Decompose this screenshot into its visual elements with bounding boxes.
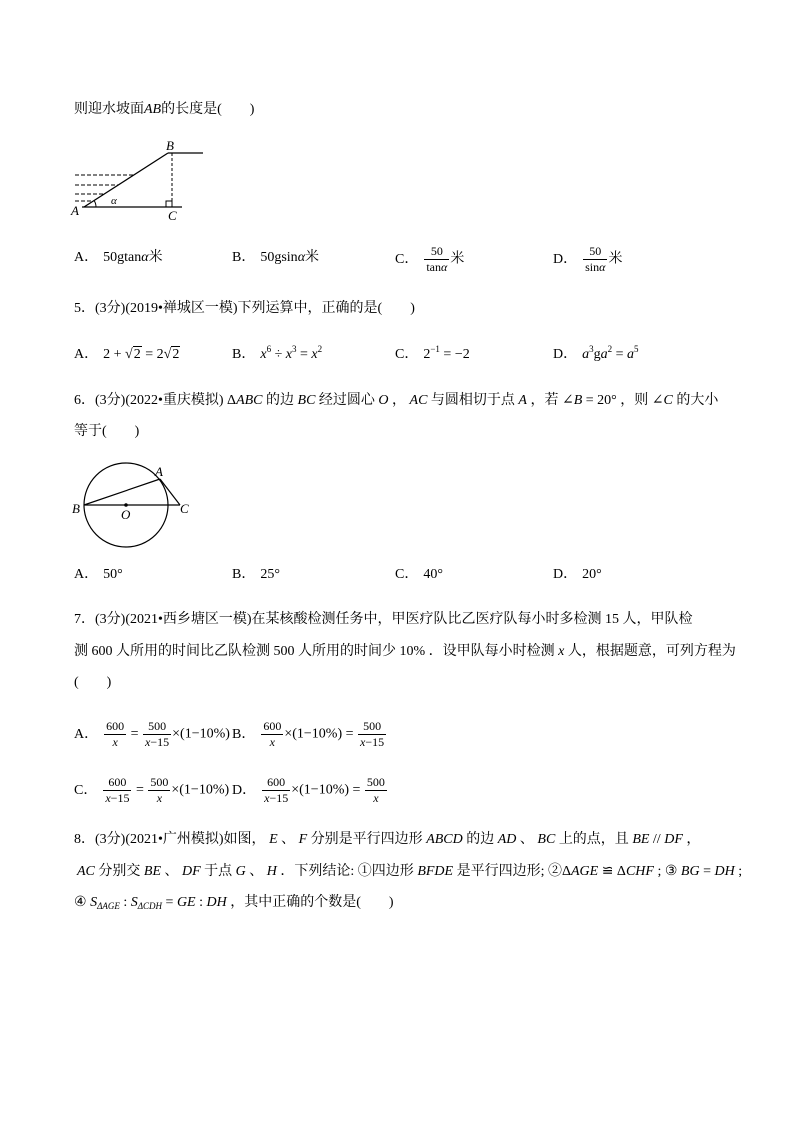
q4-option-c [395,245,464,274]
q7-option-c [74,776,229,805]
option-letter: C． [395,251,419,267]
math-var: x [260,347,267,362]
math-var: a [582,347,590,362]
exponent: 2 [317,344,323,354]
math-var: B [573,393,583,408]
numerator: 600 [262,776,290,791]
exponent: 3 [589,344,594,354]
label-b: B [72,501,80,516]
q4-stem [74,102,254,118]
math-text: 2 + [103,347,126,362]
math-var: AC [77,864,95,879]
q4-option-a [74,250,163,266]
label-c: C [168,208,177,223]
stem-text: 经过圆心 [315,393,379,408]
label-a: A [71,203,79,218]
fraction [365,776,387,805]
denominator [143,735,171,749]
option-text: 50° [103,567,123,582]
math-var: S [130,895,138,910]
stem-text: 是平行四边形; ②Δ [453,864,571,879]
option-text: 25° [260,567,280,582]
stem-text: 分别是平行四边形 [307,832,427,847]
segment-ac [160,479,180,505]
q5-option-a [74,347,180,363]
denominator [148,791,170,805]
unit-text: 米 [305,250,320,265]
math-text: 50g [260,250,282,265]
stem-text: ， [388,393,410,408]
stem-text: 的边 [462,832,498,847]
option-text: 20° [582,567,602,582]
denominator [365,791,387,805]
math-text: ÷ [271,347,286,362]
denominator [262,791,290,805]
math-text: −15 [269,791,289,805]
math-var: DF [182,864,201,879]
option-letter: B． [232,347,256,362]
math-var: a [600,347,608,362]
denominator [261,735,283,749]
q5-stem: 5．(3分)(2019•禅城区一模)下列运算中，正确的是( ) [74,301,415,316]
exponent: −1 [430,344,440,354]
math-text: = [132,782,148,798]
stem-text: 分别交 [94,864,144,879]
math-fn: sin [281,250,298,265]
math-var: α [141,250,149,265]
stem-text: 8．(3分)(2021•广州模拟)如图， [74,832,270,847]
stem-text: // [649,832,665,847]
math-text: −15 [150,735,170,749]
numerator: 600 [106,719,125,733]
stem-text: ，其中正确的个数是( ) [226,895,394,910]
math-var: x [311,347,318,362]
radical-sign: √ [163,347,172,362]
math-text: = 2 [141,347,164,362]
math-var: x [156,791,163,805]
math-var: BG [680,864,700,879]
denominator [104,735,126,749]
slope-line [84,153,168,207]
q8-stem-line1 [74,832,700,848]
numerator: 500 [358,720,386,735]
radical-sign: √ [125,347,133,362]
option-letter: C． [395,567,419,582]
exponent: 6 [266,344,272,354]
q6-stem-line2: 等于( ) [74,424,140,439]
option-letter: D． [553,567,578,582]
math-var: BE [143,864,161,879]
math-text: 2 [423,347,431,362]
stem-text: = [699,864,715,879]
unit-text: 米 [148,250,163,265]
math-var: C [663,393,673,408]
label-b: B [166,138,174,153]
q4-option-b [232,250,319,266]
math-fn: tan [124,250,142,265]
q6-option-b [232,567,280,583]
math-text: = −2 [439,347,470,362]
exponent: 5 [634,344,639,354]
numerator: 600 [103,776,131,791]
math-var: AGE [570,864,599,879]
math-var: A [518,393,527,408]
fraction [262,776,290,805]
math-var: G [235,864,246,879]
q6-stem-line1 [74,393,718,409]
stem-text: 、 [161,864,182,879]
stem-text: 人，根据题意，可列方程为 [564,644,736,659]
option-letter: A． [74,567,99,582]
math-text: g [593,347,601,362]
math-var: F [298,832,308,847]
q7-stem-line3: ( ) [74,675,112,690]
stem-text: = 20° ，则 ∠ [582,393,664,408]
fraction [103,776,131,805]
math-var: x [269,735,275,749]
radicand: 2 [172,347,180,362]
math-text: = [296,347,312,362]
math-text: = [127,726,143,742]
stem-text: = [162,895,177,910]
subscript: ΔCDH [137,901,163,911]
stem-text: ， [682,832,701,847]
stem-text: ; ③ [653,864,681,879]
stem-text: 6．(3分)(2022•重庆模拟) Δ [74,393,237,408]
numerator: 500 [366,775,385,789]
denominator [358,735,386,749]
subscript: ΔAGE [97,901,120,911]
math-var: DH [714,864,735,879]
q6-option-c [395,567,443,583]
label-alpha: α [111,195,117,207]
math-var: x [373,791,379,805]
q4-option-d [553,245,622,274]
math-var: DH [206,895,227,910]
math-var: ABCD [426,832,463,847]
fraction [358,720,386,749]
option-letter: B． [232,250,256,265]
stem-text: 的边 [262,393,298,408]
option-letter: D． [553,251,578,267]
math-var: α [297,250,306,265]
denominator [424,260,449,274]
option-letter: C． [74,782,98,798]
stem-text: 上的点，且 [555,832,633,847]
label-a: A [155,464,163,479]
stem-text: 与圆相切于点 [427,393,519,408]
option-letter: C． [395,347,419,362]
label-c: C [180,501,189,516]
stem-text: 于点 [200,864,236,879]
math-var: a [627,347,635,362]
stem-text: 则迎水坡面 [74,102,144,117]
numerator: 500 [143,720,171,735]
q6-option-d [553,567,602,583]
option-letter: D． [553,347,578,362]
option-letter: A． [74,250,99,265]
denominator [103,791,131,805]
option-letter: B． [232,726,256,742]
exponent: 3 [291,344,297,354]
stem-text: ≌ Δ [598,864,626,879]
unit-text: 米 [450,251,465,267]
math-var: AC [409,393,428,408]
denominator [583,260,607,274]
stem-text: ．下列结论: ①四边形 [276,864,418,879]
q8-stem-line3 [74,895,394,911]
stem-text: : [119,895,131,910]
stem-text: 、 [277,832,299,847]
math-var: BFDE [417,864,454,879]
math-text: ×(1−10%) [171,782,230,798]
math-var: CHF [625,864,654,879]
stem-text: : [195,895,207,910]
radicand: 2 [133,347,141,362]
q7-option-a [74,720,230,749]
fraction [261,720,283,749]
math-var: ABC [236,393,263,408]
math-var: BC [297,393,316,408]
right-angle-mark [166,201,172,207]
fraction [583,245,607,274]
circle-figure [65,455,195,555]
math-var: E [269,832,278,847]
fraction [104,720,126,749]
math-var: BC [537,832,556,847]
option-letter: B． [232,567,256,582]
math-var: x [264,791,270,805]
math-var: x [112,735,118,749]
exponent: 2 [607,344,613,354]
stem-text: 、 [245,864,267,879]
math-text: −15 [365,735,385,749]
label-o: O [121,507,131,522]
q5-option-d [553,344,639,363]
math-text: ×(1−10%) = [284,726,358,742]
math-text: ×(1−10%) [172,726,230,742]
math-text: −15 [110,791,130,805]
math-text: ×(1−10%) = [291,782,364,798]
angle-arc [94,201,96,208]
stem-text: ; [734,864,743,879]
stem-text: 的长度是( ) [161,102,255,117]
slope-figure [60,135,210,225]
math-var: x [558,644,565,659]
q6-option-a [74,567,123,583]
stem-text: 测 600 人所用的时间比乙队检测 500 人所用的时间少 10% ．设甲队每小时检测 [74,644,559,659]
math-var: BE [632,832,650,847]
stem-text: ④ [74,895,91,910]
q7-option-d [232,776,388,805]
q5-option-c [395,344,470,363]
option-letter: D． [232,782,257,798]
math-var: x [145,735,151,749]
stem-text: ，若 ∠ [526,393,574,408]
fraction [424,245,449,274]
numerator: 600 [263,719,282,733]
stem-text: 的大小 [672,393,719,408]
option-letter: A． [74,347,99,362]
option-text: 40° [423,567,443,582]
q8-stem-line2 [77,864,742,880]
stem-text: 、 [516,832,538,847]
math-var: AB [144,102,162,117]
math-var: α [441,260,448,274]
math-fn: tan [426,260,442,274]
fraction [148,776,170,805]
math-var: AD [497,832,517,847]
fraction [143,720,171,749]
math-var: S [90,895,98,910]
math-fn: sin [585,260,600,274]
segment-ba [84,479,160,505]
math-var: GE [176,895,196,910]
math-var: H [266,864,277,879]
numerator: 500 [150,775,169,789]
math-var: α [599,260,606,274]
math-text: 50g [103,250,125,265]
math-var: x [360,735,366,749]
math-var: x [285,347,292,362]
option-letter: A． [74,726,99,742]
numerator: 50 [424,245,449,260]
numerator: 50 [583,245,607,260]
q7-stem-line1: 7．(3分)(2021•西乡塘区一模)在某核酸检测任务中，甲医疗队比乙医疗队每小时多检测 15 人，甲队检 [74,612,693,627]
math-var: x [105,791,111,805]
q7-stem-line2 [74,644,736,660]
unit-text: 米 [608,251,623,267]
math-var: O [378,393,389,408]
math-var: DF [664,832,683,847]
q7-option-b [232,720,387,749]
q5-option-b [232,344,323,363]
math-text: = [612,347,628,362]
